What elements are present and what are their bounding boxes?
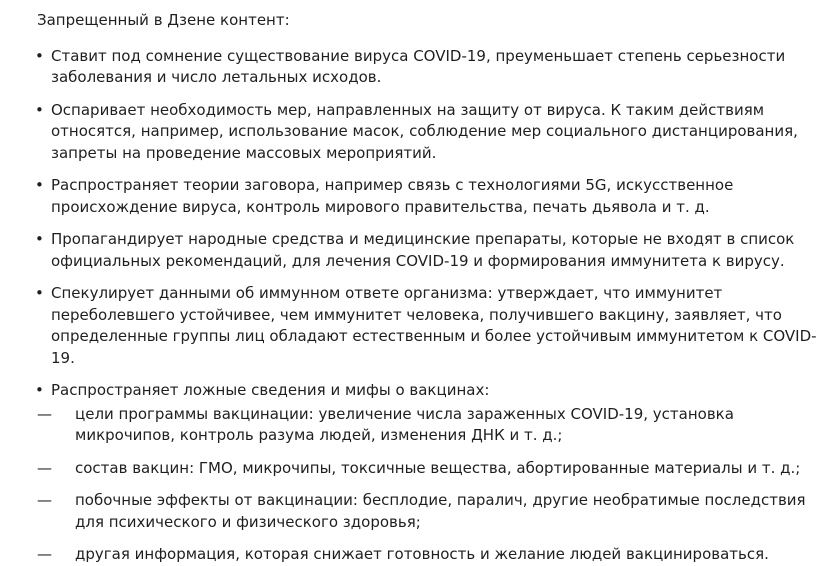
list-item: • Ставит под сомнение существование вируса COVID-19, преуменьшает степень серьезности заболевания и число летальных исходов.: [37, 46, 823, 89]
sublist-item: — другая информация, которая снижает готовность и желание людей вакцинироваться.: [37, 544, 823, 566]
content-heading: Запрещенный в Дзене контент:: [37, 11, 290, 29]
list-item-label: Распространяет ложные сведения и мифы о вакцинах:: [51, 381, 490, 399]
list-item: • Пропагандирует народные средства и медицинские препараты, которые не входят в список официальных рекомендаций, для лечения COVID-19 и формирования иммунитета к вирусу.: [37, 229, 823, 272]
list-item: • Распространяет теории заговора, например связь с технологиями 5G, искусственное происхождение вируса, контроль мирового правительства, печать дьявола и т. д.: [37, 175, 823, 218]
list-item: • Оспаривает необходимость мер, направленных на защиту от вируса. К таким действиям относятся, например, использование масок, соблюдение мер социального дистанцирования, запреты на проведение массовых мероприятий.: [37, 100, 823, 165]
sublist-item: — состав вакцин: ГМО, микрочипы, токсичные вещества, абортированные материалы и т. д.;: [37, 458, 823, 480]
vaccine-myths-sublist: [51, 404, 823, 566]
list-item-vaccines: [37, 380, 823, 566]
sublist-item: — цели программы вакцинации: увеличение числа зараженных COVID-19, установка микрочипов, контроль разума людей, изменения ДНК и т. д.;: [37, 404, 823, 447]
list-item: • Спекулирует данными об иммунном ответе организма: утверждает, что иммунитет переболевшего устойчивее, чем иммунитет человека, получившего вакцину, заявляет, что определенные группы лиц обладают естественным и более устойчивым иммунитетом к COVID-19.: [37, 283, 823, 369]
sublist-item: — побочные эффекты от вакцинации: бесплодие, паралич, другие необратимые последствия для психического и физического здоровья;: [37, 490, 823, 533]
banned-content-list: [37, 46, 823, 566]
